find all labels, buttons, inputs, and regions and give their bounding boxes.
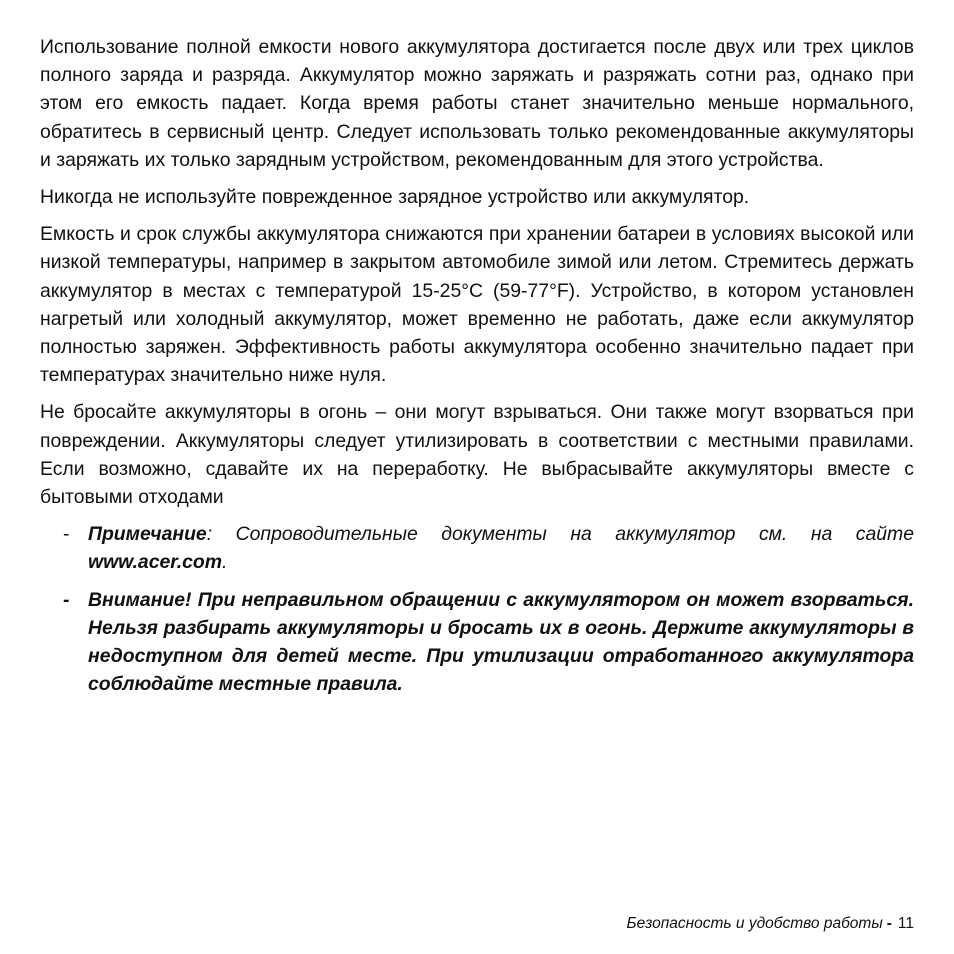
note-website: www.acer.com [88,551,223,574]
warning-item [40,586,914,699]
paragraph-damaged-charger: Никогда не используйте поврежденное зарядное устройство или аккумулятор. [40,186,750,209]
paragraph-temperature: Емкость и срок службы аккумулятора снижаются при хранении батареи в условиях высокой или низкой температуры, например в закрытом автомобиле зимой или летом. Стремитесь держать аккумулятор в местах с температурой 15-25°C (59-77°F). Устройство, в котором установлен нагретый или холодный аккумулятор, может временно не работать, даже если аккумулятор полностью заряжен. Эффективность работы аккумулятора особенно значительно падает при температурах значительно ниже нуля. [40,223,914,387]
document-body [40,33,914,707]
page-footer [627,915,914,933]
warning-text: Внимание! При неправильном обращении с аккумулятором он может взорваться. Нельзя разбирать аккумуляторы и бросать их в огонь. Держите аккумуляторы в недоступном для детей месте. При утилизации отработанного аккумулятора соблюдайте местные правила. [88,588,914,696]
note-end: . [222,551,228,574]
note-item [40,520,914,576]
paragraph-battery-capacity: Использование полной емкости нового аккумулятора достигается после двух или трех циклов полного заряда и разряда. Аккумулятор можно заряжать и разряжать сотни раз, однако при этом его емкость падает. Когда время работы станет значительно меньше нормального, обратитесь в сервисный центр. Следует использовать только рекомендованные аккумуляторы и заряжать их только зарядным устройством, рекомендованным для этого устройства. [40,36,914,171]
note-text-block [88,523,914,573]
note-text: : Сопроводительные документы на аккумулятор см. на сайте [206,523,914,546]
warning-dash: - [63,588,70,611]
paragraph-disposal: Не бросайте аккумуляторы в огонь – они могут взрываться. Они также могут взорваться при повреждении. Аккумуляторы следует утилизировать в соответствии с местными правилами. Если возможно, сдавайте их на переработку. Не выбрасывайте аккумуляторы вместе с бытовыми отходами [40,401,914,509]
note-label: Примечание [88,523,207,546]
note-dash: - [63,523,70,546]
footer-separator: - [886,915,892,932]
page-number: 11 [897,915,914,932]
footer-section-title: Безопасность и удобство работы [626,915,883,932]
